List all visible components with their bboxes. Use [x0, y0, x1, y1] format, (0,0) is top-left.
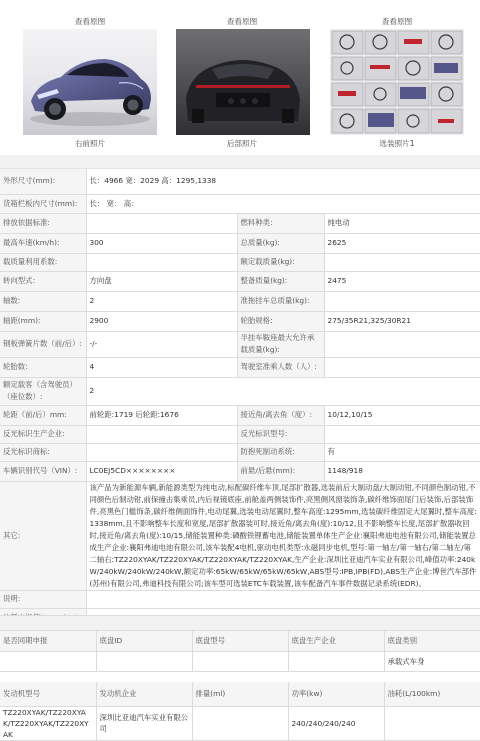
overhang-value: 1148/918 — [324, 461, 480, 481]
reflect-co-label: 反光标识生产企业: — [0, 425, 86, 443]
chassis-header-id: 底盘ID — [96, 631, 192, 651]
photo-caption: 后部照片 — [226, 139, 258, 148]
spec-row — [0, 481, 480, 590]
engine-header-row — [0, 682, 480, 706]
semitrailer-value — [324, 291, 480, 311]
engine-header-maker: 发动机企业 — [96, 682, 192, 706]
axles-value: 2 — [86, 291, 237, 311]
chassis-header-type: 底盘类别 — [384, 631, 480, 651]
photo-gallery — [0, 0, 480, 155]
track-value: 前轮距:1719 后轮距:1676 — [86, 405, 237, 425]
overhang-label: 前悬/后悬(mm): — [237, 461, 324, 481]
engine-cell-fuel — [384, 706, 480, 740]
wheelbase-value: 2900 — [86, 311, 237, 331]
steering-value: 方向盘 — [86, 271, 237, 291]
view-original-link[interactable]: 查看原图 — [74, 17, 106, 26]
steering-label: 转向型式: — [0, 271, 86, 291]
engine-header-fuel: 油耗(L/100km) — [384, 682, 480, 706]
view-original-link[interactable]: 查看原图 — [226, 17, 258, 26]
engine-row — [0, 706, 480, 740]
reflect-co-value — [86, 425, 237, 443]
photo-caption: 选装照片1 — [379, 139, 415, 148]
approach-value: 10/12,10/15 — [324, 405, 480, 425]
semitrailer-label: 准拖挂车总质量(kg): — [237, 291, 324, 311]
maxspeed-value: 300 — [86, 233, 237, 253]
seats-label: 额定载客（含驾驶员）（座位数）: — [0, 377, 86, 405]
abs-value: 有 — [324, 443, 480, 461]
spec-row — [0, 331, 480, 357]
chassis-header-maker: 底盘生产企业 — [288, 631, 384, 651]
spring-value: -/- — [86, 331, 237, 357]
photo-caption: 右前照片 — [74, 139, 106, 148]
chassis-header-same-period: 是否同期申报 — [0, 631, 96, 651]
engine-table — [0, 682, 480, 741]
emission-value — [86, 213, 237, 233]
loadcap-value — [86, 253, 237, 271]
vin-value: LC0EJ5CD×××××××× — [86, 461, 237, 481]
chassis-cell-maker — [288, 651, 384, 671]
spec-row — [0, 443, 480, 461]
section-separator — [0, 615, 480, 631]
chassis-cell-model — [192, 651, 288, 671]
chassis-cell-type: 承载式车身 — [384, 651, 480, 671]
tire-value: 275/35R21,325/30R21 — [324, 311, 480, 331]
saddle-value — [324, 331, 480, 357]
vehicle-spec-table — [0, 169, 480, 628]
cargo-label: 货箱栏板内尺寸(mm): — [0, 194, 86, 213]
spec-row — [0, 233, 480, 253]
rear-photo[interactable] — [176, 29, 310, 135]
engine-cell-model: TZ220XYAK/TZ220XYAK/TZ220XYAK/TZ220XYAK — [0, 706, 96, 740]
curb-label: 整备质量(kg): — [237, 271, 324, 291]
chassis-cell-id — [96, 651, 192, 671]
spec-row — [0, 169, 480, 194]
chassis-table — [0, 631, 480, 672]
wheelbase-label: 轴距(mm): — [0, 311, 86, 331]
ratedload-value — [324, 253, 480, 271]
approach-label: 接近角/离去角（度）: — [237, 405, 324, 425]
spec-row — [0, 357, 480, 377]
chassis-row — [0, 651, 480, 671]
tirecount-value: 4 — [86, 357, 237, 377]
ratedload-label: 额定载质量(kg): — [237, 253, 324, 271]
track-label: 轮距（前/后）mm: — [0, 405, 86, 425]
spec-row — [0, 271, 480, 291]
dims-value: 长：4966 宽：2029 高：1295,1338 — [86, 169, 480, 194]
reflect-model-label: 反光标识型号: — [237, 425, 324, 443]
section-separator — [0, 155, 480, 169]
engine-header-model: 发动机型号 — [0, 682, 96, 706]
cargo-value: 长： 宽： 高： — [86, 194, 480, 213]
chassis-cell-same-period — [0, 651, 96, 671]
dims-label: 外形尺寸(mm): — [0, 169, 86, 194]
axles-label: 轴数: — [0, 291, 86, 311]
saddle-label: 半挂车鞍座最大允许承载质量(kg): — [237, 331, 324, 357]
reflect-brand-label: 反光标识商标: — [0, 443, 86, 461]
cab-value — [324, 357, 480, 377]
fuel-value: 纯电动 — [324, 213, 480, 233]
spring-label: 钢板弹簧片数（前/后）: — [0, 331, 86, 357]
spec-row — [0, 311, 480, 331]
front-right-photo[interactable] — [23, 29, 157, 135]
loadcap-label: 载质量利用系数: — [0, 253, 86, 271]
engine-header-power: 功率(kw) — [288, 682, 384, 706]
other-value: 该产品为新能源车辆,新能源类型为纯电动,标配碳纤维车顶,尾部扩散器,选装前后大制动盘/大制动钳,不同颜色制动钳,不同颜色后制动钳,前保撞击集乘员,内后视镜底座,前舱盖两侧装饰件,亮黑侧风窗装饰条,碳纤维饰面尾门后装饰,后部装饰件,亮黑色门槛饰条,碳纤维侧面饰件,电动尾翼,选装电动尾翼时,整车高度:1295mm,选装碳纤维固定大尾翼时,整车高度:1338mm,且不影响整车长度和宽度,尾部扩散器装可时,接近角/离去角(度):10/12,且不影响整车长度,尾部扩散器收回时,接近角/离去角(度):10/15,储能装置种类:磷酸铁锂蓄电池,储能装置单体生产企业:襄阳弗迪电池有限公司,储能装置总成生产企业:襄阳弗迪电池有限公司,该车装配4电机,驱动电机类型:永磁同步电机,型号:第一轴左/第一轴右/第二轴左/第二轴右:TZ220XYAK/TZ220XYAK/TZ220XYAK/TZ220XYAK,生产企业:深圳比亚迪汽车实业有限公司,峰值功率:240kW/240kW/240kW/240kW,额定功率:65kW/65kW/65kW/65kW,ABS型号:IPB,IPB(FD),ABS生产企业:博世汽车部件(苏州)有限公司,弗迪科技有限公司;该车型可选装ETC车载装置,该车配备汽车事件数据记录系统(EDR)。 — [86, 481, 480, 590]
reflect-model-value — [324, 425, 480, 443]
chassis-header-model: 底盘型号 — [192, 631, 288, 651]
engine-cell-maker: 深圳比亚迪汽车实业有限公司 — [96, 706, 192, 740]
view-original-link[interactable]: 查看原图 — [381, 17, 413, 26]
spec-row — [0, 425, 480, 443]
spec-row — [0, 194, 480, 213]
optional-parts-photo[interactable] — [330, 29, 464, 135]
engine-cell-power: 240/240/240/240 — [288, 706, 384, 740]
engine-header-displacement: 排量(ml) — [192, 682, 288, 706]
emission-label: 排放依据标准: — [0, 213, 86, 233]
spec-row — [0, 291, 480, 311]
spec-row — [0, 213, 480, 233]
spec-row — [0, 377, 480, 405]
spec-row — [0, 253, 480, 271]
engine-cell-displacement — [192, 706, 288, 740]
totalmass-label: 总质量(kg): — [237, 233, 324, 253]
maxspeed-label: 最高车速(km/h): — [0, 233, 86, 253]
tirecount-label: 轮胎数: — [0, 357, 86, 377]
spec-row — [0, 405, 480, 425]
chassis-header-row — [0, 631, 480, 651]
tire-label: 轮胎规格: — [237, 311, 324, 331]
seats-value: 2 — [86, 377, 480, 405]
reflect-brand-value — [86, 443, 237, 461]
note-value — [86, 590, 480, 608]
abs-label: 防抱死制动系统: — [237, 443, 324, 461]
other-label: 其它: — [0, 481, 86, 590]
curb-value: 2475 — [324, 271, 480, 291]
note-label: 说明: — [0, 590, 86, 608]
cab-label: 驾驶室准乘人数（人）: — [237, 357, 324, 377]
spec-row — [0, 590, 480, 608]
spec-row — [0, 461, 480, 481]
totalmass-value: 2625 — [324, 233, 480, 253]
vin-label: 车辆识别代号（VIN）: — [0, 461, 86, 481]
fuel-label: 燃料种类: — [237, 213, 324, 233]
